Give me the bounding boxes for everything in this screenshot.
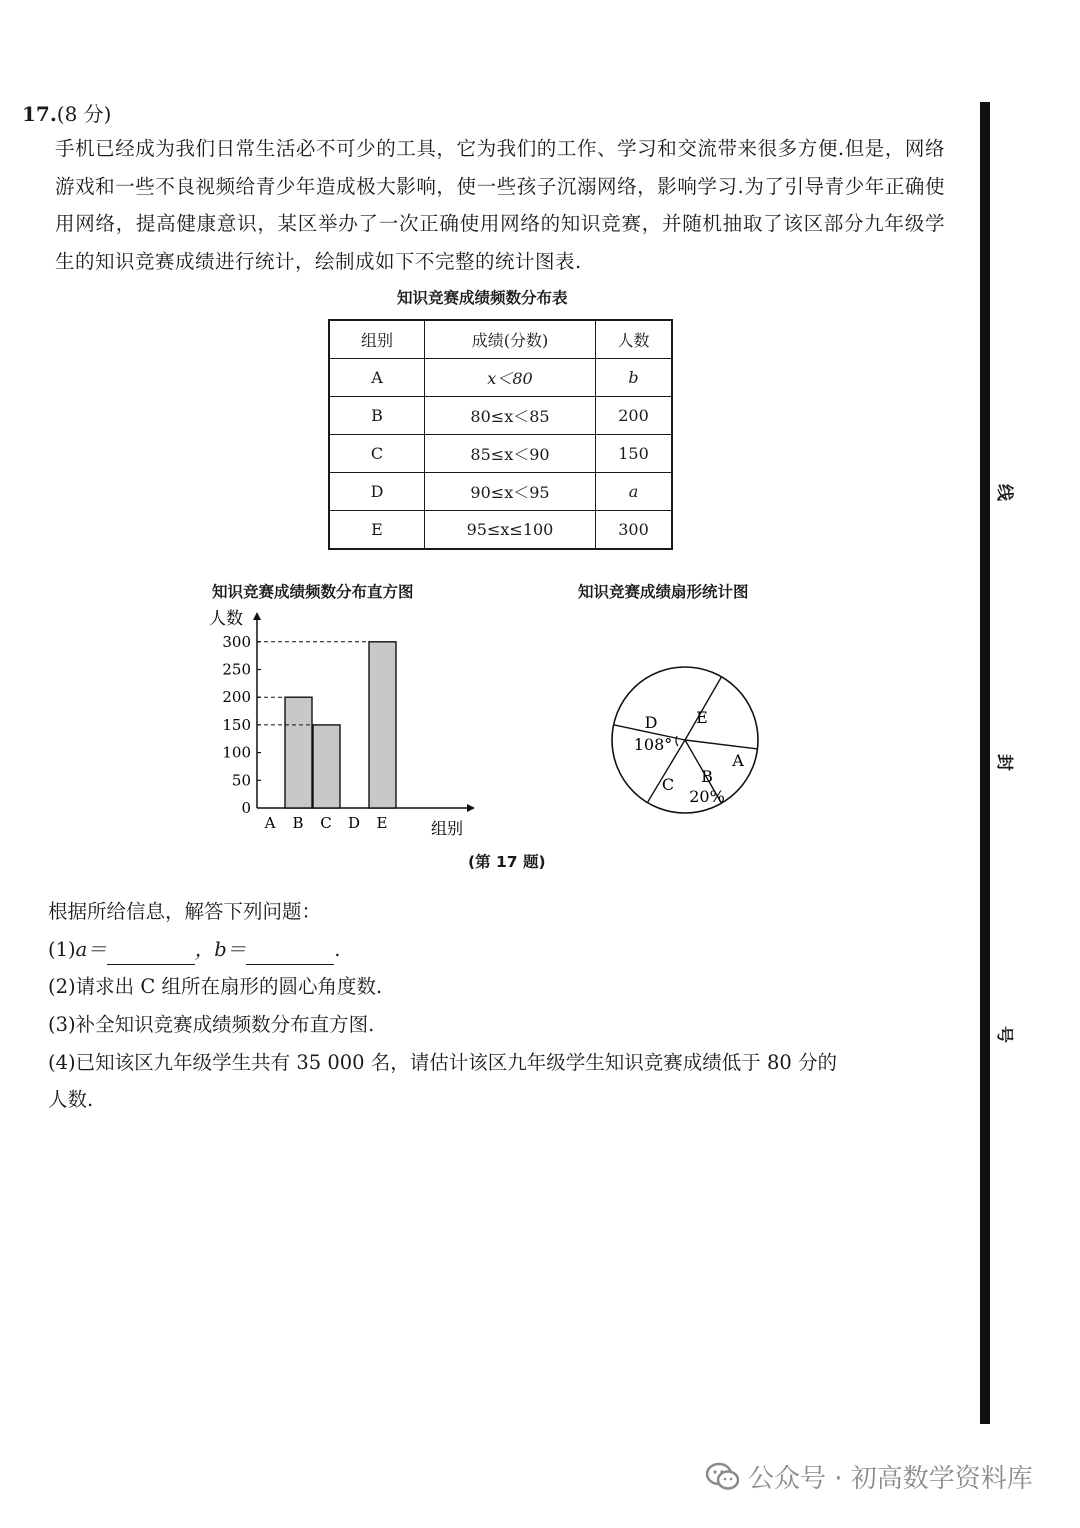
- pie-slice-label: D: [644, 713, 658, 732]
- prompt-text: 根据所给信息，解答下列问题：: [48, 900, 322, 923]
- binding-label-number: 号: [994, 1026, 1014, 1043]
- binding-label-line: 线: [994, 484, 1014, 501]
- table-cell: 80≤x＜85: [425, 397, 596, 435]
- question-number: 17.(8 分): [22, 102, 112, 126]
- x-tick-label: D: [347, 814, 361, 832]
- table-cell: E: [329, 511, 425, 550]
- watermark-text: 公众号 · 初高数学资料库: [748, 1464, 1033, 1494]
- pie-slice-label: B: [701, 767, 713, 786]
- y-tick-label: 200: [222, 688, 251, 707]
- histogram-bar: [313, 725, 340, 808]
- table-cell: 95≤x≤100: [425, 511, 596, 550]
- header-count: 人数: [596, 320, 673, 359]
- table-row: [329, 397, 672, 435]
- y-axis-arrow: [253, 612, 261, 620]
- table-header-row: [329, 320, 672, 359]
- header-group: 组别: [329, 320, 425, 359]
- answer-blank-b[interactable]: [246, 944, 334, 965]
- table-cell: 150: [596, 435, 673, 473]
- binding-label-seal: 封: [994, 754, 1014, 771]
- pie-slice-value: 108°: [633, 735, 673, 754]
- x-tick-label: B: [292, 814, 304, 832]
- pie-slice-label: C: [661, 775, 675, 794]
- histogram-chart: [195, 600, 485, 840]
- table-row: [329, 511, 672, 550]
- y-axis-label: 人数: [209, 609, 243, 629]
- wechat-icon: [706, 1462, 740, 1492]
- table-cell: 85≤x＜90: [425, 435, 596, 473]
- pie-title: 知识竞赛成绩扇形统计图: [578, 583, 749, 601]
- y-tick-label: 250: [222, 660, 251, 679]
- table-cell: 300: [596, 511, 673, 550]
- y-tick-label: 100: [222, 743, 251, 762]
- x-tick-label: A: [264, 814, 276, 832]
- histogram-bar: [369, 642, 396, 808]
- table-cell: 90≤x＜95: [425, 473, 596, 511]
- table-title: 知识竞赛成绩频数分布表: [397, 289, 568, 307]
- x-axis-arrow: [467, 804, 475, 812]
- question-points: (8 分): [56, 102, 112, 126]
- table-cell: b: [596, 359, 673, 397]
- table-cell: 200: [596, 397, 673, 435]
- subquestion-4-line1: (4)已知该区九年级学生共有 35 000 名，请估计该区九年级学生知识竞赛成绩低于 80 分的: [48, 1051, 837, 1074]
- subquestion-3: (3)补全知识竞赛成绩频数分布直方图.: [48, 1013, 375, 1036]
- answer-blank-a[interactable]: [107, 944, 195, 965]
- watermark: [706, 1458, 1033, 1495]
- table-cell: a: [596, 473, 673, 511]
- table-cell: x＜80: [425, 359, 596, 397]
- pie-chart: [600, 660, 770, 825]
- pie-slice-label: E: [696, 708, 708, 727]
- y-tick-label: 0: [241, 799, 251, 817]
- y-tick-label: 50: [231, 771, 251, 790]
- question-paragraph: 手机已经成为我们日常生活必不可少的工具，它为我们的工作、学习和交流带来很多方便.但是，网络游戏和一些不良视频给青少年造成极大影响，使一些孩子沉溺网络，影响学习.为了引导青少年正确使用网络，提高健康意识，某区举办了一次正确使用网络的知识竞赛，并随机抽取了该区部分九年级学生的知识竞赛成绩进行统计，绘制成如下不完整的统计图表.: [55, 137, 945, 273]
- subquestion-2: (2)请求出 C 组所在扇形的圆心角度数.: [48, 975, 383, 998]
- histogram-bar: [285, 697, 312, 808]
- table-cell: C: [329, 435, 425, 473]
- header-score: 成绩(分数): [425, 320, 596, 359]
- histogram-title: 知识竞赛成绩频数分布直方图: [212, 583, 414, 601]
- x-tick-label: C: [320, 814, 332, 832]
- table-row: [329, 473, 672, 511]
- pie-slice-label: A: [732, 751, 744, 770]
- subquestion-4-line2: 人数.: [48, 1088, 94, 1111]
- figure-caption: (第 17 题): [468, 853, 546, 871]
- table-cell: B: [329, 397, 425, 435]
- x-axis-label: 组别: [431, 819, 464, 838]
- frequency-table: [328, 319, 673, 550]
- table-cell: D: [329, 473, 425, 511]
- subquestion-1: (1)a＝ ，b＝ .: [48, 935, 340, 965]
- pie-slice-value: 20%: [689, 787, 725, 806]
- table-row: [329, 435, 672, 473]
- y-tick-label: 300: [222, 632, 251, 651]
- y-tick-label: 150: [222, 715, 251, 734]
- table-row: [329, 359, 672, 397]
- binding-line: [980, 102, 990, 1424]
- table-cell: A: [329, 359, 425, 397]
- x-tick-label: E: [376, 814, 388, 832]
